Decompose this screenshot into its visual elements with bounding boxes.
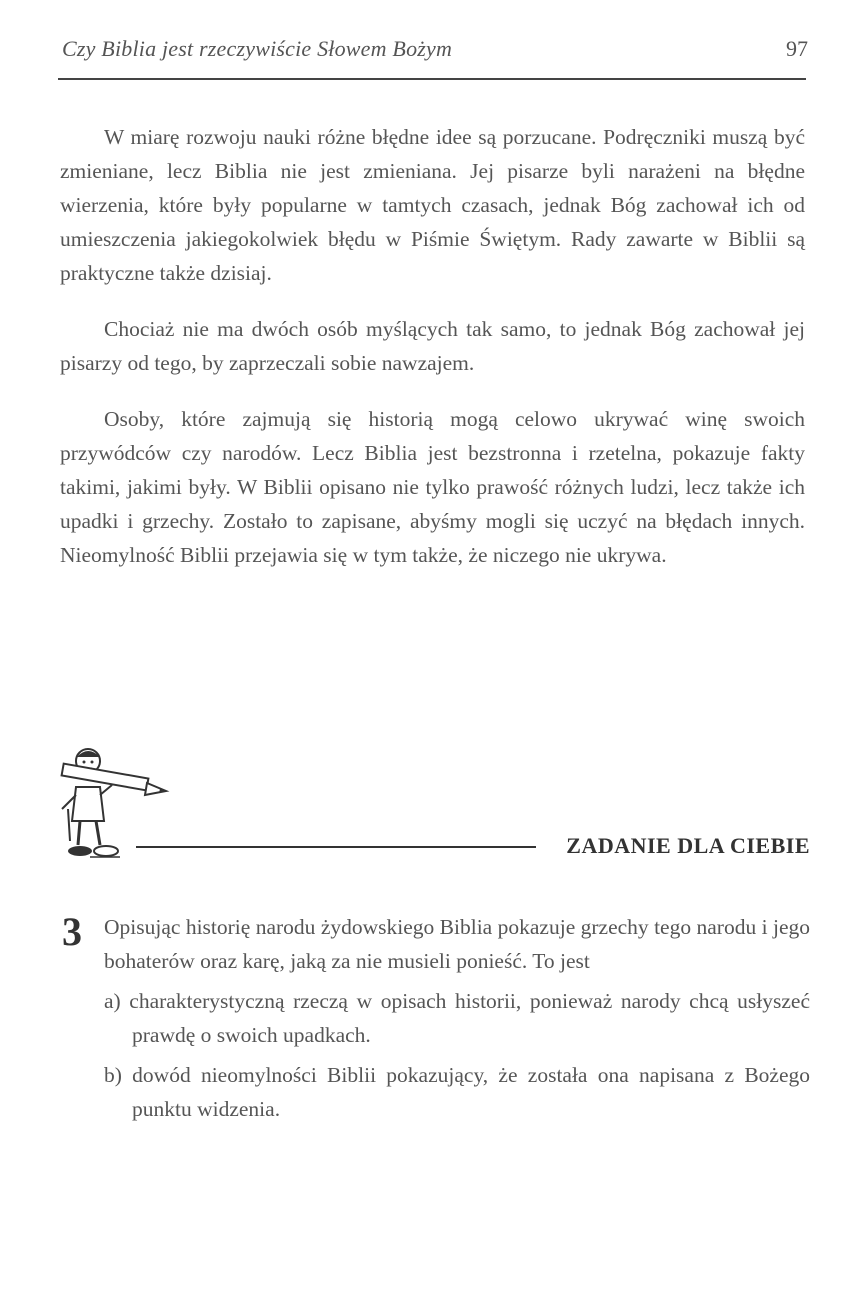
answer-option-a[interactable]: a) charakterystyczną rzeczą w opisach historii, ponieważ narody chcą usłyszeć prawdę o swoich upadkach.: [104, 989, 810, 1047]
task-rule: [136, 846, 536, 848]
header-rule: [58, 78, 806, 80]
task-section-header: [50, 745, 810, 875]
paragraph: W miarę rozwoju nauki różne błędne idee są porzucane. Podręczniki muszą być zmieniane, lecz Biblia nie jest zmieniana. Jej pisarze byli narażeni na błędne wierzenia, które były popularne w tamtych czasach, jednak Bóg zachował ich od umieszczenia jakiegokolwiek błędu w Piśmie Świętym. Rady zawarte w Biblii są praktyczne także dzisiaj.: [60, 125, 805, 285]
exercise: [62, 910, 810, 1126]
paragraph: Osoby, które zajmują się historią mogą celowo ukrywać winę swoich przywódców czy narodów. Lecz Biblia jest bezstronna i rzetelna, pokazuje fakty takimi, jakimi były. W Biblii opisano nie tylko prawość różnych ludzi, lecz także ich upadki i grzechy. Zostało to zapisane, abyśmy mogli się uczyć na błędach innych. Nieomylność Biblii przejawia się w tym także, że niczego nie ukrywa.: [60, 407, 805, 567]
page-header: [62, 36, 808, 68]
paragraph: Chociaż nie ma dwóch osób myślących tak samo, to jednak Bóg zachował jej pisarzy od tego, by zaprzeczali sobie nawzajem.: [60, 317, 805, 375]
pencil-boy-illustration: [50, 745, 175, 875]
answer-option-b[interactable]: b) dowód nieomylności Biblii pokazujący, że została ona napisana z Bożego punktu widzenia.: [104, 1063, 810, 1121]
exercise-question: Opisując historię narodu żydowskiego Biblia pokazuje grzechy tego narodu i jego bohaterów oraz karę, jaką za nie musieli ponieść. To jest: [104, 915, 810, 973]
exercise-number: 3: [62, 909, 82, 954]
page-number: 97: [786, 36, 808, 61]
running-title: Czy Biblia jest rzeczywiście Słowem Bożym: [62, 36, 453, 61]
task-heading: ZADANIE DLA CIEBIE: [566, 833, 810, 858]
body-text: [60, 120, 805, 594]
